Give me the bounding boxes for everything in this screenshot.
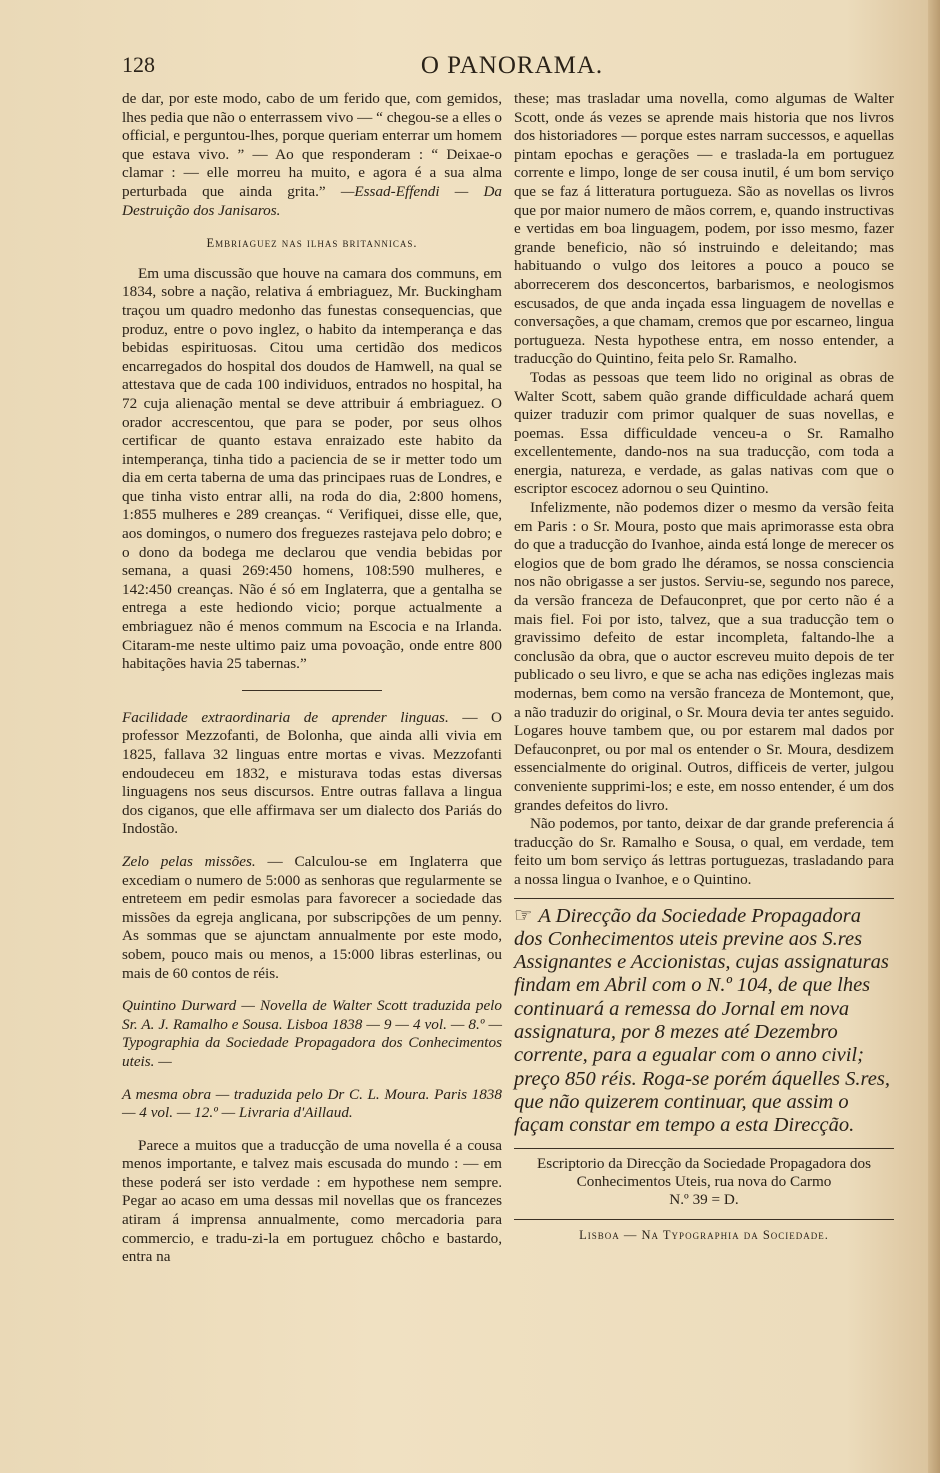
review-paragraph-2: Todas as pessoas que teem lido no original as obras de Walter Scott, sabem quão grande difficuldade achará quem quizer traduzir com primor qualquer de suas novellas, e poemas. Essa difficuldade venceu-a o Sr. Ramalho excellentemente, dando-nos na sua traducção, com toda a energia, natureza, e verdade, as galas nativas com que o escriptor escocez adornou o seu Quintino. xyxy=(514,368,894,498)
office-address: Escriptorio da Direcção da Sociedade Propagadora dos Conhecimentos Uteis, rua nova do Carmo xyxy=(514,1148,894,1191)
page-edge xyxy=(928,0,940,1473)
janisaros-text: de dar, por este modo, cabo de um ferido que, com gemidos, lhes pedia que não o enterrassem vivo — “ chegou-se a elles o official, e perguntou-lhes, porque queriam enterrar um homem que estava vivo. ” — Ao que responderam : “ Deixae-o clamar : — elle morreu ha muito, e agora é a sua alma perturbada que ainda grita.” xyxy=(122,90,502,200)
printer-imprint: Lisboa — Na Typographia da Sociedade. xyxy=(514,1219,894,1245)
bibliography-quintino: Quintino Durward — Novella de Walter Scott traduzida pelo Sr. A. J. Ramalho e Sousa. Lisboa 1838 — 9 — 4 vol. — 8.º — Typographia da Sociedade Propagadora dos Conhecimentos uteis. — xyxy=(122,997,502,1070)
linguas-paragraph xyxy=(122,709,502,839)
spacer xyxy=(122,1072,502,1086)
right-column xyxy=(514,90,894,1245)
notice-text: A Direcção da Sociedade Propagadora dos Conhecimentos uteis previne aos S.res Assignantes e Accionistas, cujas assignaturas findam em Abril com o N.º 104, de que lhes continuará a remessa do Jornal em nova assignatura, por 8 mezes até Dezembro corrente, para a egualar com o anno civil; preço 850 réis. Roga-se porém áquelles S.res, que não quizerem continuar, que assim o façam constar em tempo a esta Direcção. xyxy=(514,904,890,1137)
linguas-title: Facilidade extraordinaria de aprender linguas. xyxy=(122,708,449,726)
embriaguez-paragraph: Em uma discussão que houve na camara dos communs, em 1834, sobre a nação, relativa á embriaguez, Mr. Buckingham traçou um quadro medonho das funestas consequencias, que produz, entre o povo inglez, o habito da intemperança e das bebidas espirituosas. Citou uma certidão dos medicos encarregados do hospital dos doudos de Hamwell, na qual se attestava que de cada 100 individuos, entrados no hospital, ha 72 cuja alienação mental se deve attribuir á embriaguez. O orador accrescentou, que para se poder, por seus olhos certificar de quanto estava enraizado este habito da intemperança, tinha tido a paciencia de se ir metter todo um dia em certa taberna de uma das principaes ruas de Londres, e que tinha visto entrar alli, na roda do dia, 2:800 homens, 1:855 mulheres e 289 creanças. “ Verifiquei, disse elle, que, aos domingos, o numero dos freguezes rastejava pelo dobro; e o dono da bodega me declarou que vendia bebidas por semana, a quasi 269:450 homens, 108:590 mulheres, e 142:450 creanças. Não é só em Inglaterra, que a gentalha se entrega a este hediondo vicio; porque actualmente a embriaguez não é menos commum na Escocia e na Irlanda. Citaram-me neste ultimo paiz uma povoação, onde entre 800 habitações havia 25 tabernas.” xyxy=(122,264,502,673)
page-title: O PANORAMA. xyxy=(420,52,604,79)
missoes-text: — Calculou-se em Inglaterra que excediam o numero de 5:000 as senhoras que regularmente se entreteem em pedir esmolas para favorecer a sociedade das missões da egreja anglicana, por subscripções de um penny. As sommas que se ajunctam annualmente por este modo, sobem, pouco mais ou menos, a 15:000 libras esterlinas, ou mais de 60 contos de réis. xyxy=(122,852,503,982)
review-continued-paragraph: these; mas trasladar uma novella, como algumas de Walter Scott, onde ás vezes se aprende mais historia que nos livros dos historiadores — porque estes narram successos, e aquellas pintam epochas e gerações — e traslada-la em portuguez corrente e limpo, longe de ser cousa inutil, é um bom serviço que se faz á litteratura portugueza. São as novellas os livros que por maior numero de mãos correm, e, quando instructivas e vertidas em boa linguagem, podem, por isso mesmo, fazer grande beneficio, não só instruindo e deleitando; mas habituando o vulgo dos leitores a pouco a pouco se aborrecerem dos desconcertos, barbarismos, e neologismos escusados, de que anda inçada essa linguagem de novellas e conversações, a que chamam, cremos que por escarneo, lingua portugueza. Nesta hypothese entra, em nosso entender, a traducção do Quintino, feita pelo Sr. Ramalho. xyxy=(514,90,894,368)
page-header xyxy=(122,52,902,82)
janisaros-citation: —Essad-Effendi — Da Destruição dos Janisaros. xyxy=(122,182,503,219)
spacer xyxy=(122,983,502,997)
review-paragraph-4: Não podemos, por tanto, deixar de dar grande preferencia á traducção do Sr. Ramalho e Sousa, o qual, em verdade, tem feito um bom serviço ás lettras portuguezas, trasladando para a nossa lingua o Ivanhoe, e o Quintino. xyxy=(514,815,894,888)
bibliography-moura: A mesma obra — traduzida pelo Dr C. L. Moura. Paris 1838 — 4 vol. — 12.º — Livraria d'Aillaud. xyxy=(122,1085,502,1122)
janisaros-paragraph xyxy=(122,90,502,220)
missoes-title: Zelo pelas missões. xyxy=(122,852,256,870)
missoes-paragraph xyxy=(122,853,502,983)
pointing-hand-icon: ☞ xyxy=(514,904,533,927)
section-divider xyxy=(242,690,382,691)
linguas-text: — O professor Mezzofanti, de Bolonha, que ainda alli vivia em 1825, fallava 32 linguas entre mortas e vivas. Mezzofanti endoudeceu em 1832, e misturava todas estas diversas linguagens nos seus discursos. Entre outras fallava a lingua dos ciganos, que elle affirmava ser um dialecto dos Pariás do Indostão. xyxy=(122,708,503,838)
section-heading-embriaguez: Embriaguez nas ilhas britannicas. xyxy=(206,236,418,251)
left-column xyxy=(122,90,502,1267)
review-paragraph-3: Infelizmente, não podemos dizer o mesmo da versão feita em Paris : o Sr. Moura, posto que mais aprimorasse esta obra do que a traducção do Ivanhoe, ainda está longe de merecer os elogios que de bom grado lhe déramos, se nossa consciencia nos não obrigasse a ser justos. Serviu-se, segundo nos parece, da versão franceza de Defauconpret, que por certo não é a mais fiel. Foi por isto, talvez, que a sua traducção tem o gravissimo defeito de estar incompleta, faltando-lhe a conclusão da obra, que o auctor escreveu muito depois de ter publicado o seu livro, e que se acha nas edições inglezas mais modernas, bem como na versão franceza de Montemont, que, a não traduzir do original, o Sr. Moura devia ter antes seguido. Logares houve tambem que, ou por estarem mal dados por Defauconpret, ou por mal os entender o Sr. Moura, desdizem essencialmente do original. Outros, difficeis de verter, julgou conveniente supprimi-los; e este, em nosso entender, é um dos grandes defeitos do livro. xyxy=(514,499,894,814)
office-number: N.º 39 = D. xyxy=(669,1190,739,1208)
review-paragraph: Parece a muitos que a traducção de uma novella é a cousa menos importante, e talvez mais escusada do mundo : — em these poderá ser isto verdade : em hypothese nem sempre. Pegar ao acaso em uma dessas mil novellas que os francezes atiram á imprensa annualmente, como mercadoria para commercio, e tradu-zi-la em portuguez chôcho e bastardo, entra na xyxy=(122,1136,502,1266)
spacer xyxy=(122,839,502,853)
society-notice xyxy=(514,898,894,1138)
spacer xyxy=(122,1123,502,1137)
page-number: 128 xyxy=(122,52,155,77)
